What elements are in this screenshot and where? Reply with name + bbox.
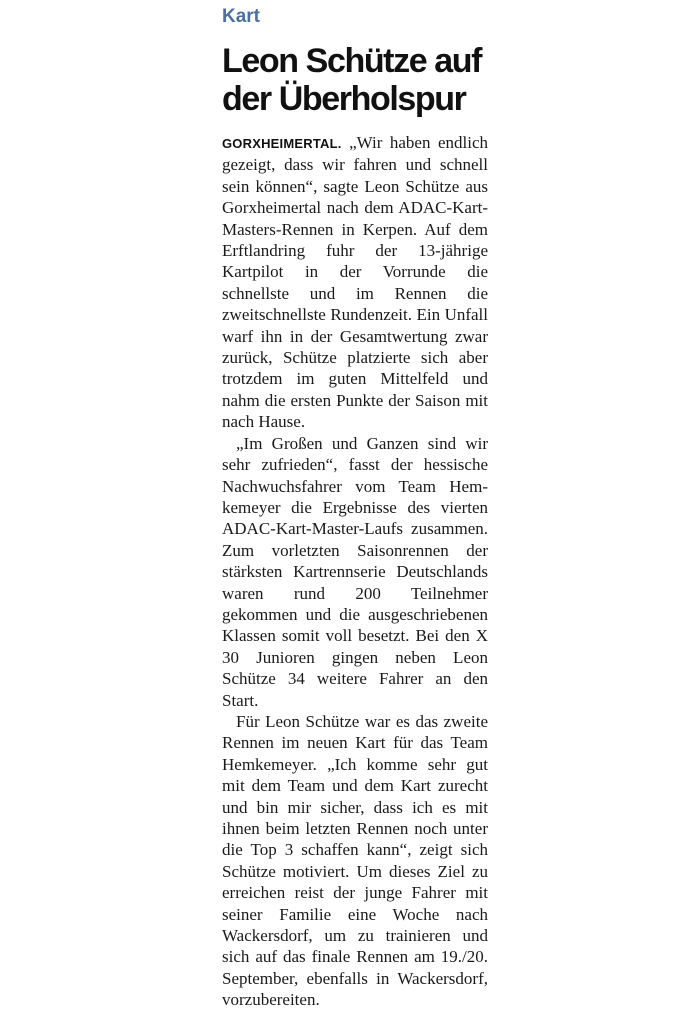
headline-line-2: der Überholspur [222, 80, 466, 118]
dateline: GORXHEIMERTAL. [222, 136, 342, 151]
section-kicker: Kart [222, 6, 261, 27]
paragraph-3: Für Leon Schütze war es das zweite Rennen im neuen Kart für das Team Hemkemeyer. „Ich komme sehr gut mit dem Team und dem Kart zurecht und bin mir sicher, dass ich es mit ihnen beim letzten Rennen noch unter die Top 3 schaffen kann“, zeigt sich Schütze motiviert. Um dieses Ziel zu erreichen reist der junge Fahrer mit seiner Familie eine Woche nach Wackersdorf, um zu trainieren und sich auf das finale Rennen am 19./20. September, ebenfalls in Wackersdorf, vorzubereiten. [222, 711, 488, 1010]
article [222, 4, 488, 1011]
article-headline [222, 42, 488, 118]
paragraph-1 [222, 132, 488, 433]
article-body [222, 132, 488, 1011]
paragraph-2: „Im Großen und Ganzen sind wir sehr zufrieden“, fasst der hessische Nachwuchsfahrer vom Team Hemkemeyer die Ergebnisse des vierten ADAC-Kart-Master-Laufs zusammen. Zum vorletzten Saisonrennen der stärksten Kartrennserie Deutschlands waren rund 200 Teilnehmer gekommen und die ausgeschriebenen Klassen somit voll besetzt. Bei den X 30 Junioren gingen neben Leon Schütze 34 weitere Fahrer an den Start. [222, 433, 488, 710]
headline-line-1: Leon Schütze auf [222, 42, 482, 80]
paragraph-1-text: „Wir haben endlich gezeigt, dass wir fahren und schnell sein können“, sagte Leon Schütze aus Gorxheimertal nach dem ADAC-Kart-Masters-Rennen in Kerpen. Auf dem Erftlandring fuhr der 13-jährige Kartpilot in der Vorrunde die schnellste und im Rennen die zweitschnellste Rundenzeit. Ein Unfall warf ihn in der Gesamtwertung zwar zurück, Schütze platzierte sich aber trotzdem im guten Mittelfeld und nahm die ersten Punkte der Saison mit nach Hause. [222, 133, 488, 432]
